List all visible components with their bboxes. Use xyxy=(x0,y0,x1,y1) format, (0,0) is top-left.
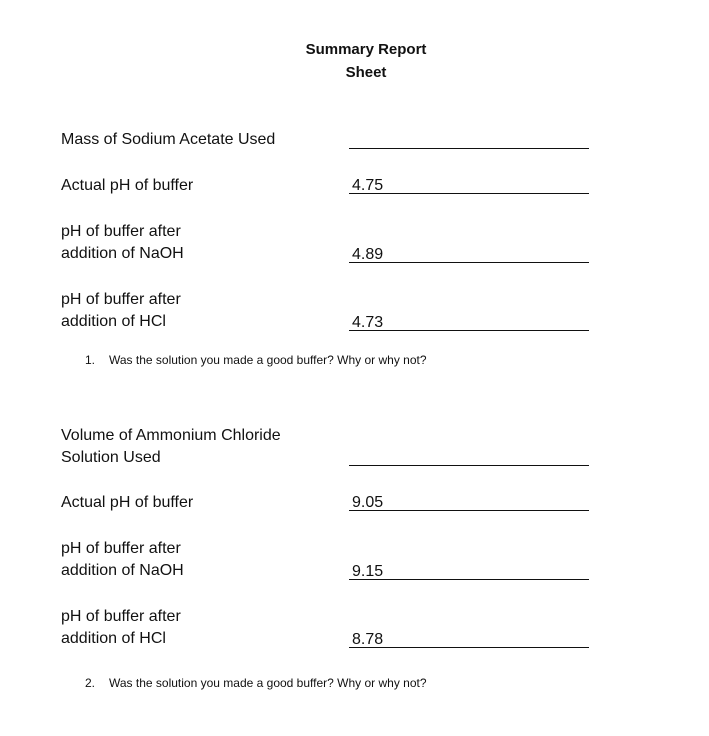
question-1-text: Was the solution you made a good buffer? Why or why not? xyxy=(109,353,427,367)
mass-sodium-acetate-line xyxy=(349,148,589,149)
acetate-actual-ph-line xyxy=(349,193,589,194)
ammonium-actual-ph-line xyxy=(349,510,589,511)
mass-sodium-acetate-label: Mass of Sodium Acetate Used xyxy=(61,131,276,148)
acetate-hcl-label xyxy=(61,289,181,333)
acetate-hcl-value[interactable]: 4.73 xyxy=(352,314,384,331)
ammonium-hcl-value[interactable]: 8.78 xyxy=(352,631,384,648)
volume-ammonium-chloride-line xyxy=(349,465,589,466)
ammonium-naoh-value[interactable]: 9.15 xyxy=(352,563,384,580)
ammonium-naoh-label-line2: addition of NaOH xyxy=(61,562,184,579)
acetate-hcl-label-line2: addition of HCl xyxy=(61,313,166,330)
report-title xyxy=(0,38,709,84)
acetate-naoh-value[interactable]: 4.89 xyxy=(352,246,384,263)
acetate-hcl-label-line1: pH of buffer after xyxy=(61,291,181,308)
question-1-number: 1. xyxy=(85,353,96,367)
ammonium-hcl-label xyxy=(61,606,181,650)
ammonium-naoh-line xyxy=(349,579,589,580)
ammonium-hcl-label-line1: pH of buffer after xyxy=(61,608,181,625)
acetate-actual-ph-label: Actual pH of buffer xyxy=(61,177,194,194)
question-2-text: Was the solution you made a good buffer? Why or why not? xyxy=(109,676,427,690)
report-title-line2: Sheet xyxy=(345,64,387,81)
acetate-naoh-line xyxy=(349,262,589,263)
ammonium-actual-ph-label: Actual pH of buffer xyxy=(61,494,194,511)
question-2 xyxy=(85,675,427,691)
acetate-naoh-label-line2: addition of NaOH xyxy=(61,245,184,262)
ammonium-actual-ph-value[interactable]: 9.05 xyxy=(352,494,384,511)
volume-ammonium-chloride-label-line1: Volume of Ammonium Chloride xyxy=(61,427,281,444)
acetate-naoh-label-line1: pH of buffer after xyxy=(61,223,181,240)
question-2-number: 2. xyxy=(85,676,96,690)
ammonium-hcl-line xyxy=(349,647,589,648)
ammonium-naoh-label xyxy=(61,538,184,582)
ammonium-hcl-label-line2: addition of HCl xyxy=(61,630,166,647)
acetate-hcl-line xyxy=(349,330,589,331)
acetate-actual-ph-value[interactable]: 4.75 xyxy=(352,177,384,194)
volume-ammonium-chloride-label-line2: Solution Used xyxy=(61,449,161,466)
ammonium-naoh-label-line1: pH of buffer after xyxy=(61,540,181,557)
volume-ammonium-chloride-label xyxy=(61,425,281,469)
acetate-naoh-label xyxy=(61,221,184,265)
question-1 xyxy=(85,352,427,368)
report-title-line1: Summary Report xyxy=(305,41,427,58)
